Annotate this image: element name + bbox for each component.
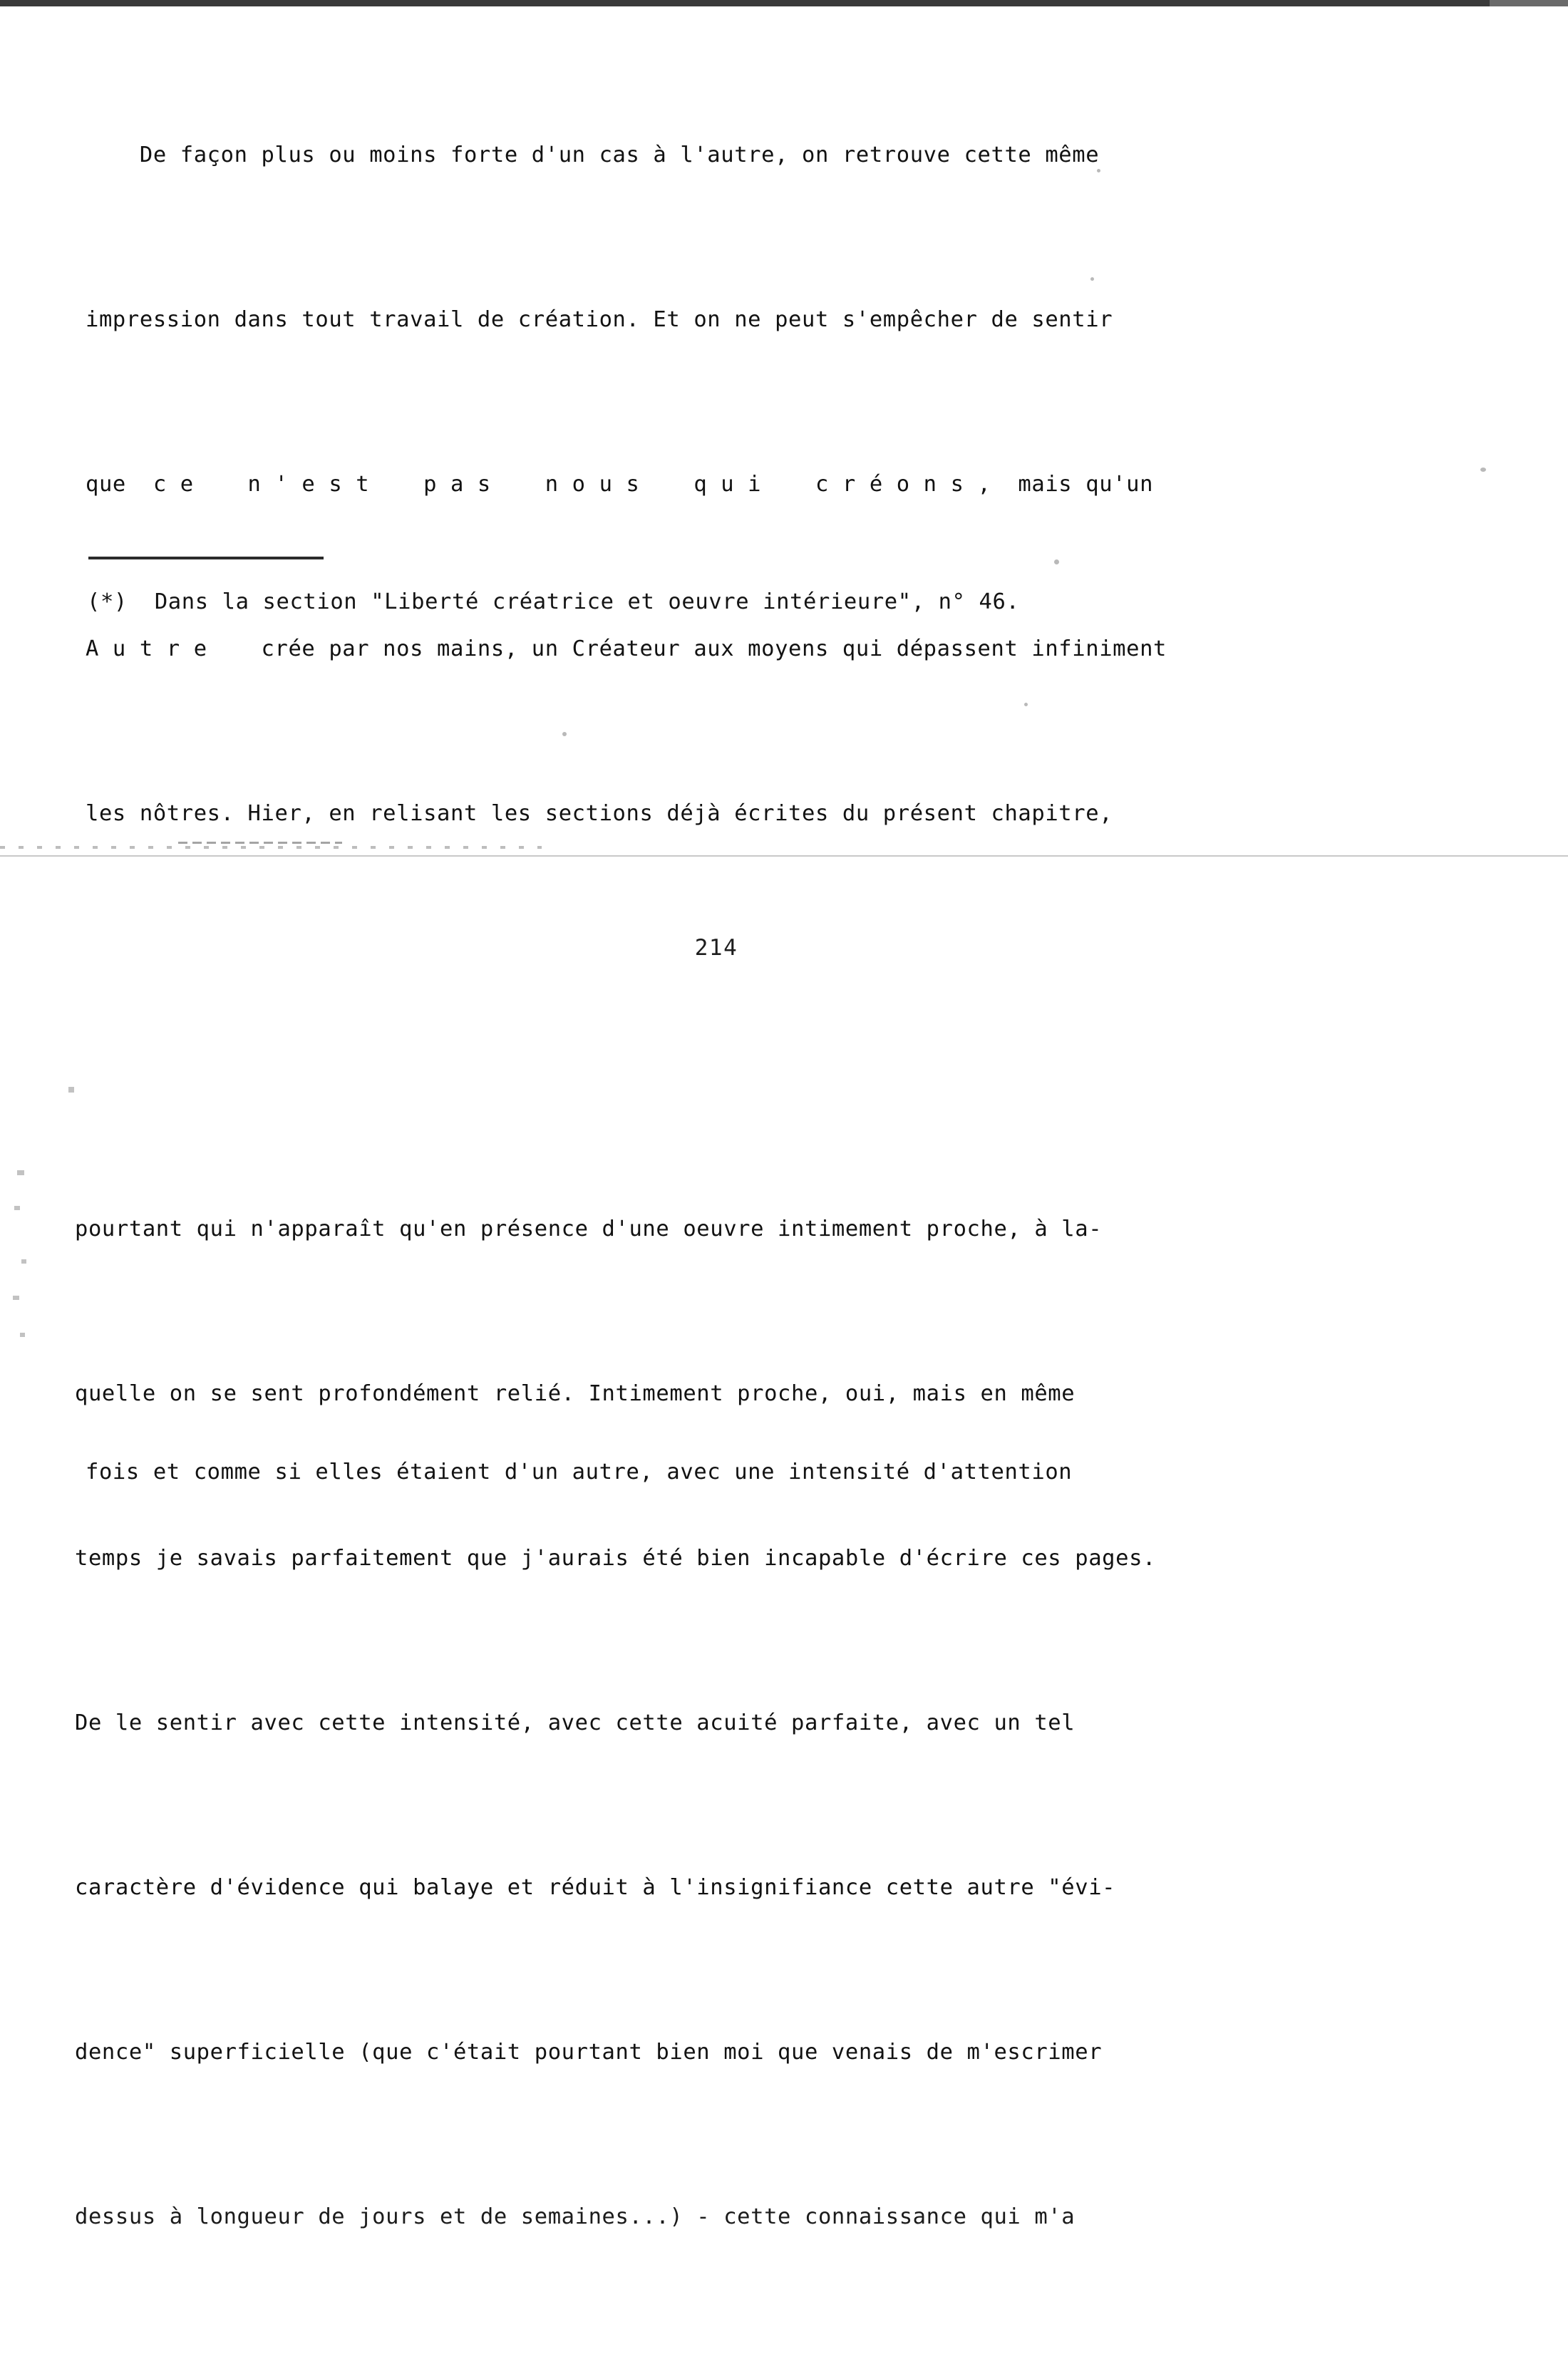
- scan-margin-mark: [13, 1296, 19, 1300]
- text-line: De façon plus ou moins forte d'un cas à l'autre, on retrouve cette même: [86, 143, 1100, 167]
- scan-margin-mark: [14, 1206, 20, 1210]
- scan-margin-mark: [20, 1333, 25, 1337]
- page-two-paragraph: [75, 1092, 1500, 2354]
- scan-top-edge-strip: [0, 0, 1568, 6]
- text-line: impression dans tout travail de création. Et on ne peut s'empêcher de sentir: [86, 307, 1113, 332]
- text-line: dence" superficielle (que c'était pourtant bien moi que venais de m'escrimer: [75, 2040, 1103, 2065]
- scan-edge-dotted-line: [0, 846, 542, 849]
- scan-speck: [562, 732, 567, 736]
- text-line: dessus à longueur de jours et de semaines...) - cette connaissance qui m'a: [75, 2204, 1076, 2229]
- footnote-text: (*) Dans la section "Liberté créatrice et oeuvre intérieure", n° 46.: [87, 589, 1020, 614]
- scan-speck: [1054, 559, 1059, 564]
- page-number: [0, 935, 1568, 961]
- text-line: pourtant qui n'apparaît qu'en présence d'une oeuvre intimement proche, à la-: [75, 1217, 1103, 1241]
- scan-edge-dotted-line-secondary: [178, 842, 342, 844]
- scan-speck: [1097, 169, 1100, 172]
- text-line: fois et comme si elles étaient d'un autre, avec une intensité d'attention: [86, 1460, 1073, 1485]
- text-line: A u t r e crée par nos mains, un Créateur aux moyens qui dépassent infiniment: [86, 636, 1167, 661]
- footnote-separator-rule: [88, 557, 324, 559]
- scan-margin-mark: [21, 1259, 26, 1264]
- text-line: les nôtres. Hier, en relisant les sections déjà écrites du présent chapitre,: [86, 801, 1113, 826]
- text-line: quelle on se sent profondément relié. Intimement proche, oui, mais en même: [75, 1381, 1076, 1406]
- scan-speck: [1090, 277, 1094, 281]
- scan-speck: [1024, 703, 1028, 706]
- scan-top-edge-strip-right: [1490, 0, 1568, 6]
- text-line: temps je savais parfaitement que j'aurais été bien incapable d'écrire ces pages.: [75, 1546, 1157, 1571]
- scan-margin-mark: [17, 1170, 24, 1175]
- page-number-value: 214: [694, 935, 738, 961]
- text-line: De le sentir avec cette intensité, avec cette acuité parfaite, avec un tel: [75, 1710, 1076, 1735]
- text-line: que c e n ' e s t p a s n o u s q u i c r é o n s , mais qu'un: [86, 472, 1154, 497]
- scan-margin-mark: [68, 1087, 74, 1093]
- text-line: caractère d'évidence qui balaye et réduit à l'insignifiance cette autre "évi-: [75, 1875, 1116, 1900]
- scan-speck: [1480, 468, 1486, 472]
